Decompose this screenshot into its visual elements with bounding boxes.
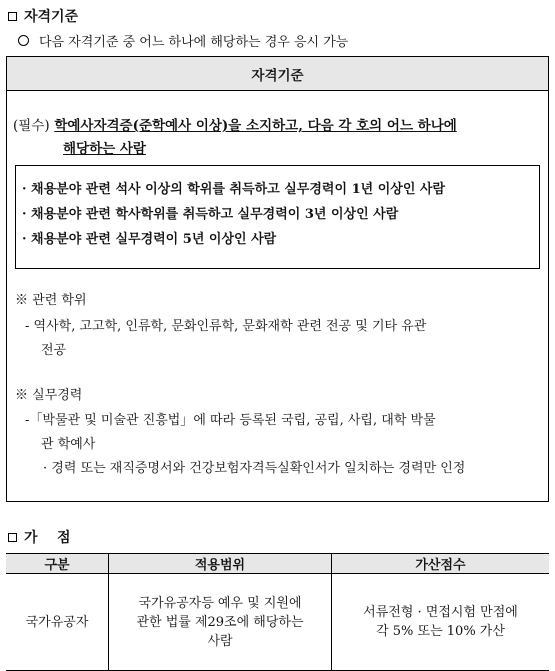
- note-experience-line-3: · 경력 또는 재직증명서와 건강보험자격득실확인서가 일치하는 경력만 인정: [43, 461, 466, 476]
- header-category: 구분: [6, 554, 109, 574]
- note-degree-line-2: 전공: [41, 343, 67, 358]
- qualification-box: [6, 56, 549, 502]
- table-header-row: [6, 554, 549, 574]
- scope-line: 사람: [207, 633, 233, 649]
- note-experience-line-2: 관 학예사: [41, 437, 96, 452]
- note-degree-line-1: - 역사학, 고고학, 인류학, 문화인류학, 문화재학 관련 전공 및 기타 유관: [25, 319, 427, 334]
- required-condition: [13, 115, 543, 161]
- list-item: · 채용분야 관련 석사 이상의 학위를 취득하고 실무경력이 1년 이상인 사람: [22, 182, 446, 197]
- points-line: 서류전형 · 면접시험 만점에: [363, 605, 518, 620]
- note-experience-line-1: -「박물관 및 미술관 진흥법」에 따라 등록된 국립, 공립, 사립, 대학 박물: [25, 413, 436, 428]
- section-title-text: 가 점: [24, 530, 71, 546]
- required-prefix: (필수): [13, 118, 50, 134]
- condition-list-box: [15, 165, 540, 269]
- scope-line: 국가유공자등 예우 및 지원에: [138, 595, 302, 611]
- square-bullet-icon: [8, 533, 17, 542]
- list-item: · 채용분야 관련 학사학위를 취득하고 실무경력이 3년 이상인 사람: [22, 207, 399, 222]
- note-experience-title: ※ 실무경력: [15, 388, 83, 403]
- note-degree-title: ※ 관련 학위: [15, 293, 87, 308]
- cell-points: [332, 574, 550, 671]
- header-points: 가산점수: [332, 554, 550, 574]
- intro-line: [18, 31, 348, 50]
- points-line: 각 5% 또는 10% 가산: [376, 624, 505, 639]
- table-row: [6, 574, 549, 671]
- box-title: 자격기준: [7, 57, 548, 91]
- required-line-2: 해당하는 사람: [63, 141, 146, 157]
- circle-bullet-icon: [18, 35, 29, 46]
- section-title-bonus: [8, 527, 71, 547]
- cell-category: 국가유공자: [6, 574, 109, 671]
- bonus-table: [6, 553, 549, 671]
- section-title-qualification: [8, 6, 78, 26]
- cell-scope: [109, 574, 332, 671]
- list-item: · 채용분야 관련 실무경력이 5년 이상인 사람: [22, 232, 277, 247]
- square-bullet-icon: [8, 12, 17, 21]
- scope-line: 관한 법률 제29조에 해당하는: [136, 614, 304, 630]
- intro-text: 다음 자격기준 중 어느 하나에 해당하는 경우 응시 가능: [39, 35, 349, 50]
- required-line-1: 학예사자격증(준학예사 이상)을 소지하고, 다음 각 호의 어느 하나에: [54, 118, 457, 134]
- header-scope: 적용범위: [109, 554, 332, 574]
- section-title-text: 자격기준: [24, 9, 79, 25]
